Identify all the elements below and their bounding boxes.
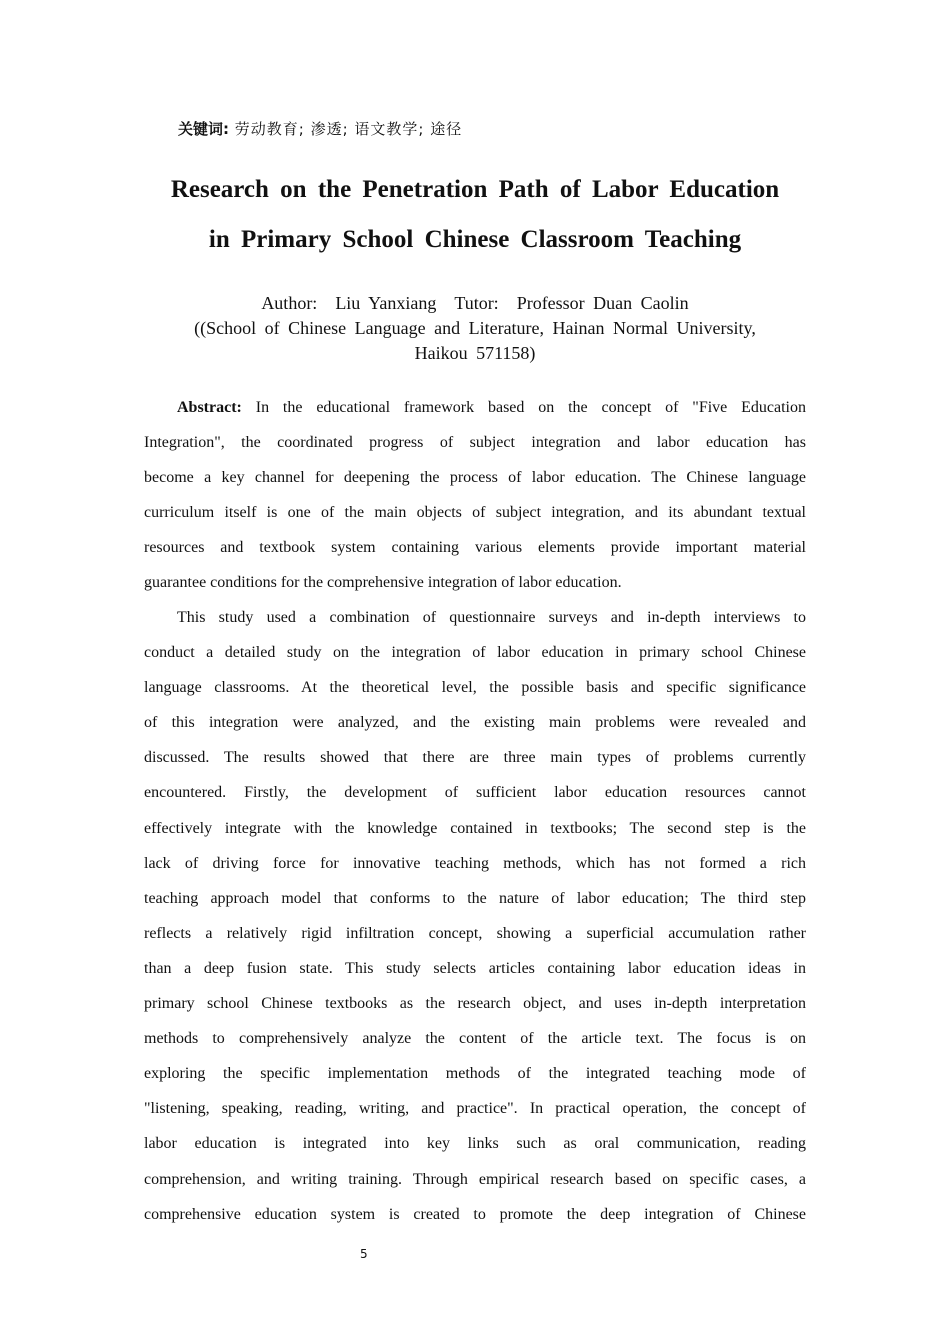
study-line: primary school Chinese textbooks as the research object, and uses in-depth interpretation xyxy=(144,995,806,1013)
study-line: "listening, speaking, reading, writing, and practice". In practical operation, the concept of xyxy=(144,1100,806,1118)
author-name: Liu Yanxiang xyxy=(335,293,437,313)
study-line: than a deep fusion state. This study selects articles containing labor education ideas in xyxy=(144,959,806,977)
study-line: lack of driving force for innovative teaching methods, which has not formed a rich xyxy=(144,854,806,872)
keywords-line xyxy=(178,118,462,139)
study-line: conduct a detailed study on the integration of labor education in primary school Chinese xyxy=(144,644,806,662)
affiliation-line-2: Haikou 571158) xyxy=(414,343,536,363)
page-number: 5 xyxy=(360,1247,368,1261)
study-line: of this integration were analyzed, and the existing main problems were revealed and xyxy=(144,714,806,732)
abstract-line xyxy=(144,390,806,425)
affiliation-line-1: ((School of Chinese Language and Literature, Hainan Normal University, xyxy=(194,318,756,338)
keywords-label: 关键词: xyxy=(178,120,229,138)
abstract-line: Integration", the coordinated progress of subject integration and labor education has xyxy=(144,434,806,452)
study-line: effectively integrate with the knowledge contained in textbooks; The second step is the xyxy=(144,819,806,837)
abstract-line: become a key channel for deepening the process of labor education. The Chinese language xyxy=(144,469,806,487)
paper-title-line-2: in Primary School Chinese Classroom Teaching xyxy=(208,226,742,253)
author-line xyxy=(144,291,806,315)
study-line: comprehension, and writing training. Through empirical research based on specific cases, a xyxy=(144,1170,806,1188)
abstract-line: guarantee conditions for the comprehensive integration of labor education. xyxy=(144,574,622,592)
study-line: This study used a combination of questionnaire surveys and in-depth interviews to xyxy=(177,609,806,626)
abstract-line: resources and textbook system containing various elements provide important material xyxy=(144,539,806,557)
tutor-label: Tutor: xyxy=(454,293,499,313)
study-line: discussed. The results showed that there are three main types of problems currently xyxy=(144,749,806,767)
author-label: Author: xyxy=(261,293,318,313)
study-line: reflects a relatively rigid infiltration concept, showing a superficial accumulation rather xyxy=(144,924,806,942)
abstract-line-text: In the educational framework based on the concept of "Five Education xyxy=(255,399,807,416)
study-line: teaching approach model that conforms to the nature of labor education; The third step xyxy=(144,889,806,907)
abstract-paragraph xyxy=(144,390,806,601)
keywords-text: 劳动教育; 渗透; 语文教学; 途径 xyxy=(229,120,463,138)
study-line: labor education is integrated into key links such as oral communication, reading xyxy=(144,1135,806,1153)
study-line: exploring the specific implementation methods of the integrated teaching mode of xyxy=(144,1065,806,1083)
paper-title-line-1: Research on the Penetration Path of Labor Education xyxy=(170,176,780,203)
study-line: comprehensive education system is created to promote the deep integration of Chinese xyxy=(144,1205,806,1223)
abstract-label: Abstract: xyxy=(177,399,242,416)
tutor-name: Professor Duan Caolin xyxy=(516,293,689,313)
study-line: encountered. Firstly, the development of sufficient labor education resources cannot xyxy=(144,784,806,802)
study-line: methods to comprehensively analyze the content of the article text. The focus is on xyxy=(144,1030,806,1048)
study-paragraph xyxy=(144,600,806,1232)
abstract-line: curriculum itself is one of the main objects of subject integration, and its abundant textual xyxy=(144,504,806,522)
study-line: language classrooms. At the theoretical level, the possible basis and specific significance xyxy=(144,679,806,697)
